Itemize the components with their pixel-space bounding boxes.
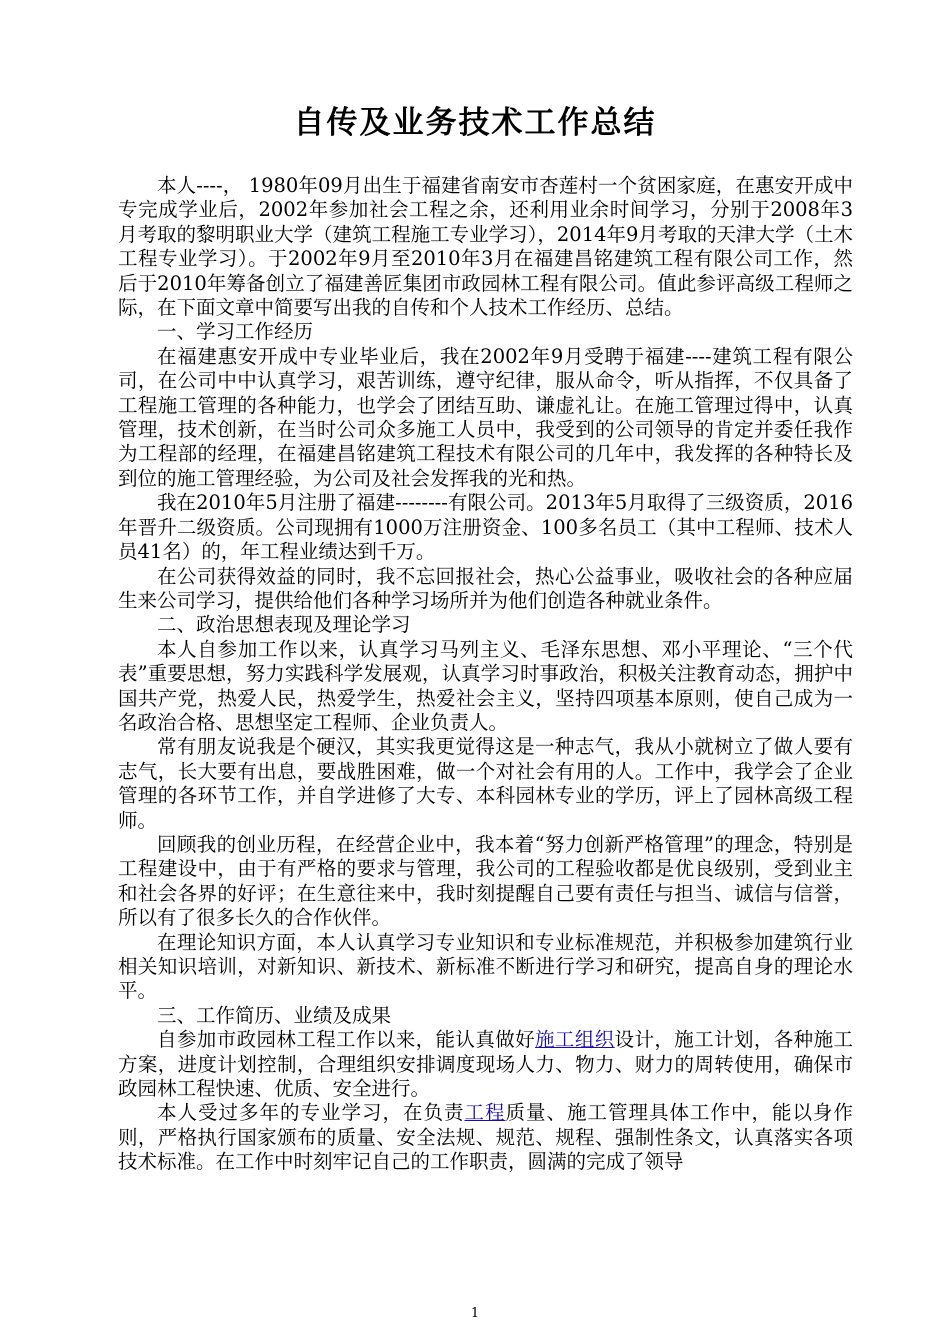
paragraph: 在公司获得效益的同时，我不忘回报社会，热心公益事业，吸收社会的各种应届生来公司学习，提供给他们各种学习场所并为他们创造各种就业条件。 [118,564,853,612]
document-title: 自传及业务技术工作总结 [293,105,657,141]
paragraph [118,1028,853,1101]
paragraph-text: 设计，施工计划，各种施工方案，进度计划控制，合理组织安排调度现场人力、物力、财力的周转使用，确保市政园林工程快速、优质、安全进行。 [118,1028,853,1101]
paragraph-intro: 本人----， 1980年09月出生于福建省南安市杏莲村一个贫困家庭，在惠安开成中专完成学业后，2002年参加社会工程之余，还利用业余时间学习，分别于2008年3月考取的黎明职业大学（建筑工程施工专业学习），2014年9月考取的天津大学（土木工程专业学习）。于2002年9月至2010年3月在福建昌铭建筑工程有限公司工作，然后于2010年筹备创立了福建善匠集团市政园林工程有限公司。值此参评高级工程师之际，在下面文章中简要写出我的自传和个人技术工作经历、总结。 [118,174,853,320]
paragraph-text: 自参加市政园林工程工作以来，能认真做好 [157,1028,536,1052]
paragraph-text: 本人受过多年的专业学习，在负责 [157,1101,465,1125]
link-construction-organization[interactable]: 施工组织 [535,1028,615,1052]
paragraph: 在福建惠安开成中专业毕业后，我在2002年9月受聘于福建----建筑工程有限公司，在公司中中认真学习，艰苦训练，遵守纪律，服从命令，听从指挥，不仅具备了工程施工管理的各种能力，也学会了团结互助、谦虚礼让。在施工管理过得中，认真管理，技术创新，在当时公司众多施工人员中，我受到的公司领导的肯定并委任我作为工程部的经理，在福建昌铭建筑工程技术有限公司的几年中，我发挥的各种特长及到位的施工管理经验，为公司及社会发挥我的光和热。 [118,344,853,490]
paragraph [118,1101,853,1174]
section-heading-3: 三、工作简历、业绩及成果 [157,1003,392,1027]
page-number: 1 [470,1306,480,1321]
document-body [118,174,853,1175]
section-heading-1: 一、学习工作经历 [157,320,314,344]
paragraph: 本人自参加工作以来，认真学习马列主义、毛泽东思想、邓小平理论、“三个代表”重要思想，努力实践科学发展观，认真学习时事政治，积极关注教育动态，拥护中国共产党，热爱人民，热爱学生，热爱社会主义，坚持四项基本原则，使自己成为一名政治合格、思想坚定工程师、企业负责人。 [118,637,853,734]
link-engineering[interactable]: 工程 [464,1101,506,1125]
section-heading-2: 二、政治思想表现及理论学习 [157,613,411,637]
paragraph: 我在2010年5月注册了福建--------有限公司。2013年5月取得了三级资质，2016年晋升二级资质。公司现拥有1000万注册资金、100多名员工（其中工程师、技术人员41名）的，年工程业绩达到千万。 [118,491,853,564]
paragraph-text: 质量、施工管理具体工作中，能以身作则，严格执行国家颁布的质量、安全法规、规范、规程、强制性条文，认真落实各项技术标准。在工作中时刻牢记自己的工作职责，圆满的完成了领导 [118,1101,853,1174]
paragraph: 常有朋友说我是个硬汉，其实我更觉得这是一种志气，我从小就树立了做人要有志气，长大要有出息，要战胜困难，做一个对社会有用的人。工作中，我学会了企业管理的各环节工作，并自学进修了大专、本科园林专业的学历，评上了园林高级工程师。 [118,735,853,832]
paragraph: 回顾我的创业历程，在经营企业中，我本着“努力创新严格管理”的理念，特别是工程建设中，由于有严格的要求与管理，我公司的工程验收都是优良级别，受到业主和社会各界的好评；在生意往来中，我时刻提醒自己要有责任与担当、诚信与信誉， 所以有了很多长久的合作伙伴。 [118,832,853,930]
paragraph: 在理论知识方面，本人认真学习专业知识和专业标准规范，并积极参加建筑行业相关知识培训，对新知识、新技术、新标准不断进行学习和研究，提高自身的理论水平。 [118,930,853,1003]
